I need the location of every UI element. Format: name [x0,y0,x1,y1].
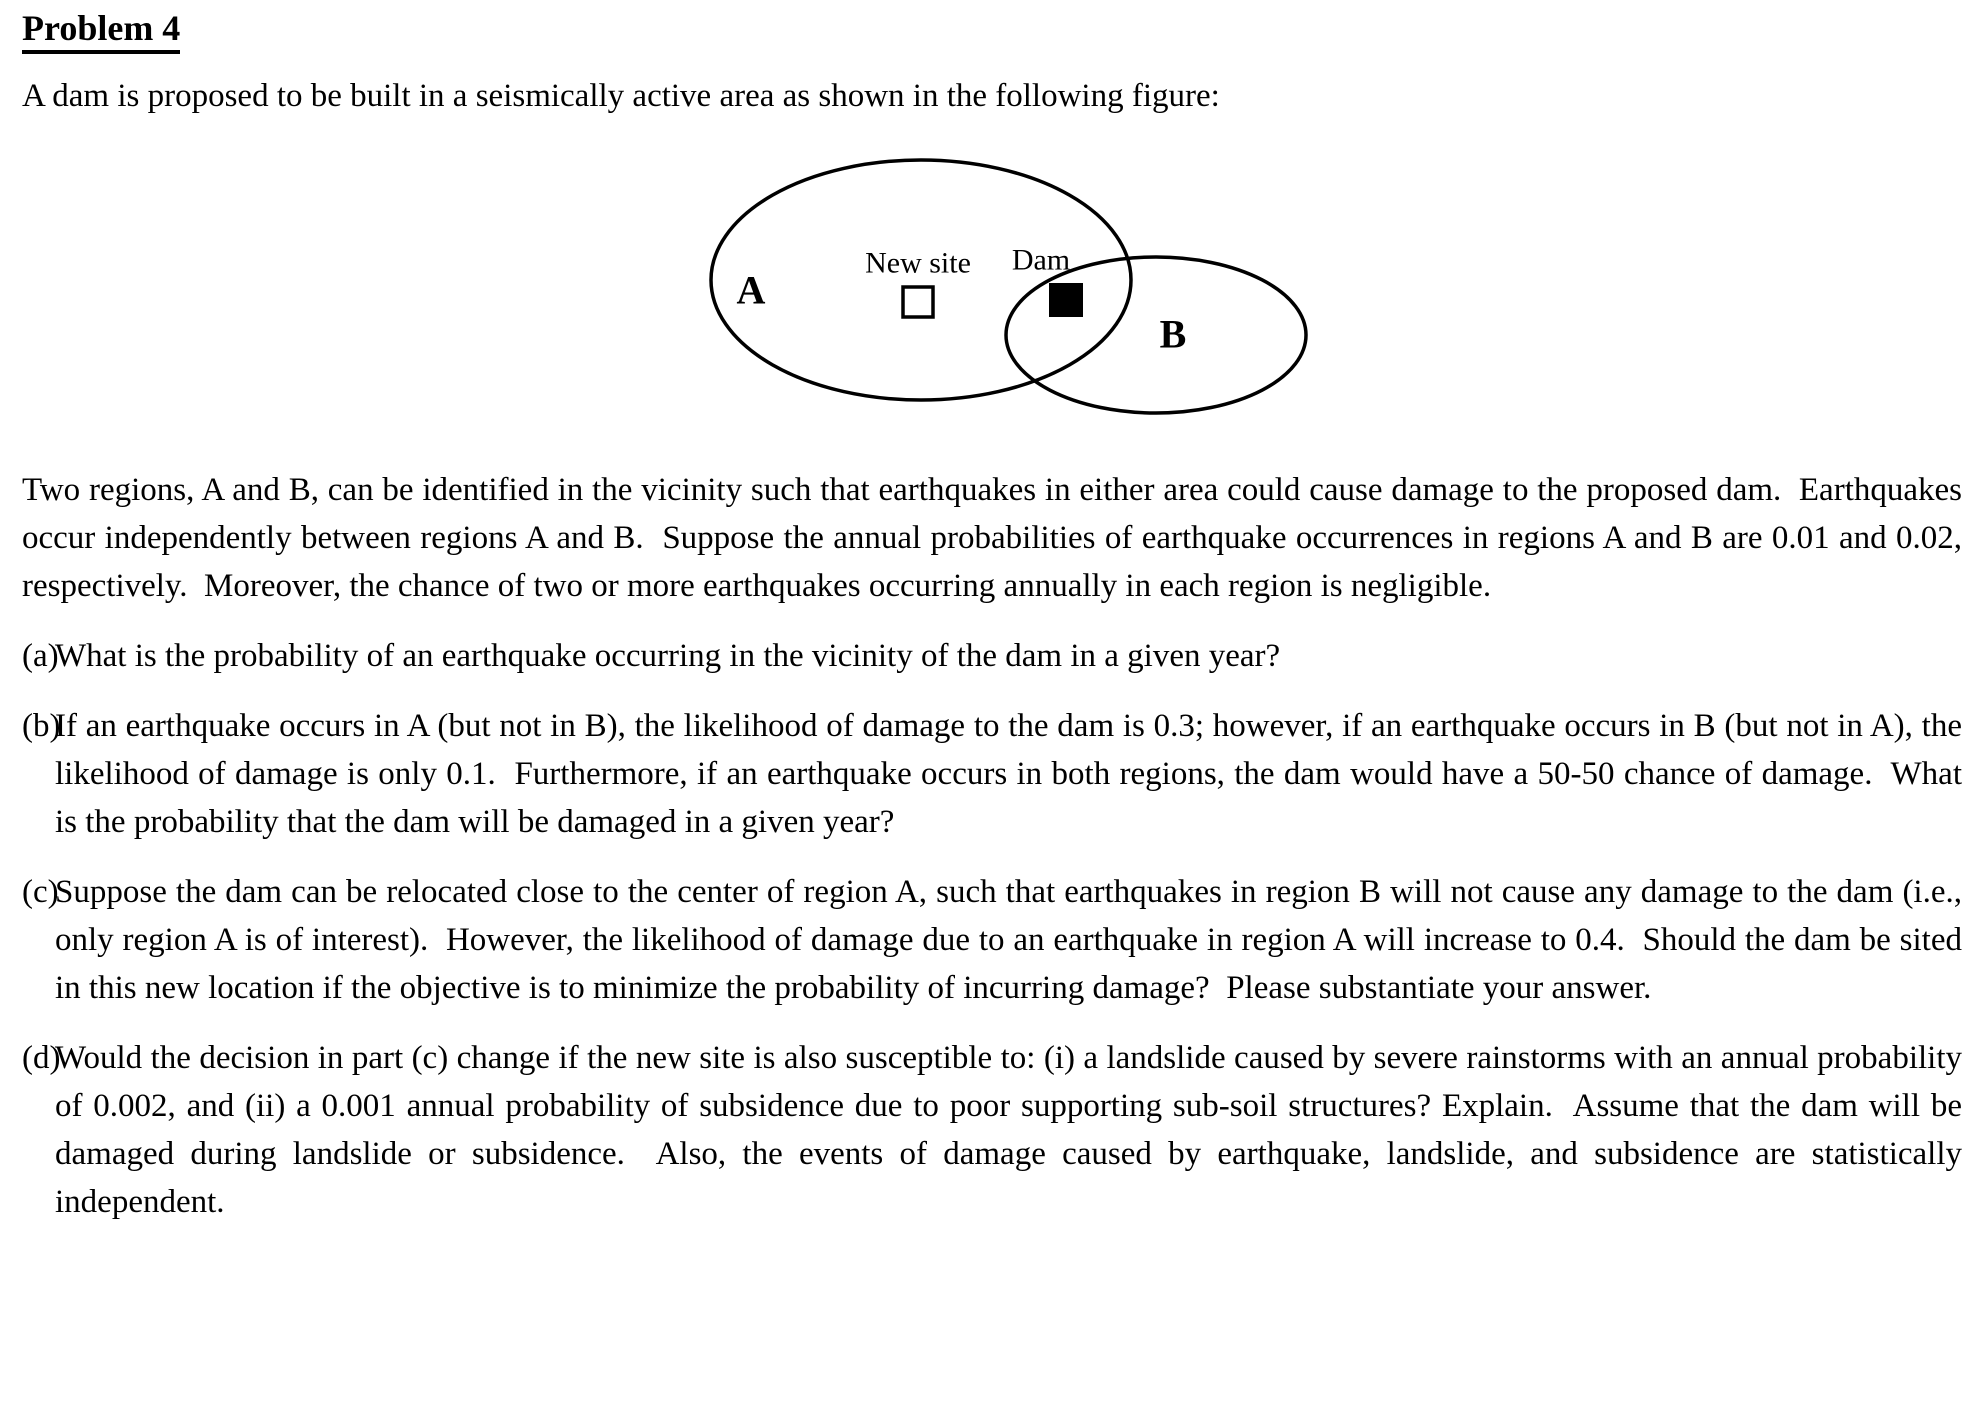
part-a-text: What is the probability of an earthquake occurring in the vicinity of the dam in a given year? [55,638,1281,674]
new-site-label: New site [864,246,971,280]
intro-text: A dam is proposed to be built in a seismically active area as shown in the following figure: [22,78,1220,114]
part-a-label: (a) [22,638,59,674]
problem-description: Two regions, A and B, can be identified in the vicinity such that earthquakes in either area could cause damage to the proposed dam. Earthquakes occur independently between regions A and B. Suppose the annual probabilities of earthquake occurrences in regions A and B are 0.01 and 0.02, respectively. Moreover, the chance of two or more earthquakes occurring annually in each region is negligible. [22,472,1971,604]
part-b-label: (b) [22,708,61,744]
new-site-marker [903,287,933,317]
region-a-label: A [736,267,765,313]
part-b [22,702,1971,846]
region-venn-figure [643,150,1343,420]
region-b-ellipse [1006,257,1306,413]
region-b-label: B [1159,311,1186,357]
part-a [22,632,1962,680]
dam-label: Dam [1011,243,1070,277]
venn-diagram-svg [643,150,1343,420]
question-parts [22,632,1971,1226]
dam-marker [1049,283,1083,317]
part-c-text: Suppose the dam can be relocated close to the center of region A, such that earthquakes in region B will not cause any damage to the dam (i.e., only region A is of interest). However, the likelihood of damage due to an earthquake in region A will increase to 0.4. Should the dam be sited in this new location if the objective is to minimize the probability of incurring damage? Please substantiate your answer. [55,874,1971,1006]
part-c-label: (c) [22,874,59,910]
part-d [22,1034,1971,1226]
part-b-text: If an earthquake occurs in A (but not in B), the likelihood of damage to the dam is 0.3; however, if an earthquake occurs in B (but not in A), the likelihood of damage is only 0.1. Furthermore, if an earthquake occurs in both regions, the dam would have a 50-50 chance of damage. What is the probability that the dam will be damaged in a given year? [55,708,1971,840]
part-d-text: Would the decision in part (c) change if the new site is also susceptible to: (i) a landslide caused by severe rainstorms with an annual probability of 0.002, and (ii) a 0.001 annual probability of subsidence due to poor supporting sub-soil structures? Explain. Assume that the dam will be damaged during landslide or subsidence. Also, the events of damage caused by earthquake, landslide, and subsidence are statistically independent. [55,1040,1971,1220]
problem-title: Problem 4 [22,6,180,54]
part-c [22,868,1971,1012]
part-d-label: (d) [22,1040,61,1076]
region-a-ellipse [711,160,1131,400]
